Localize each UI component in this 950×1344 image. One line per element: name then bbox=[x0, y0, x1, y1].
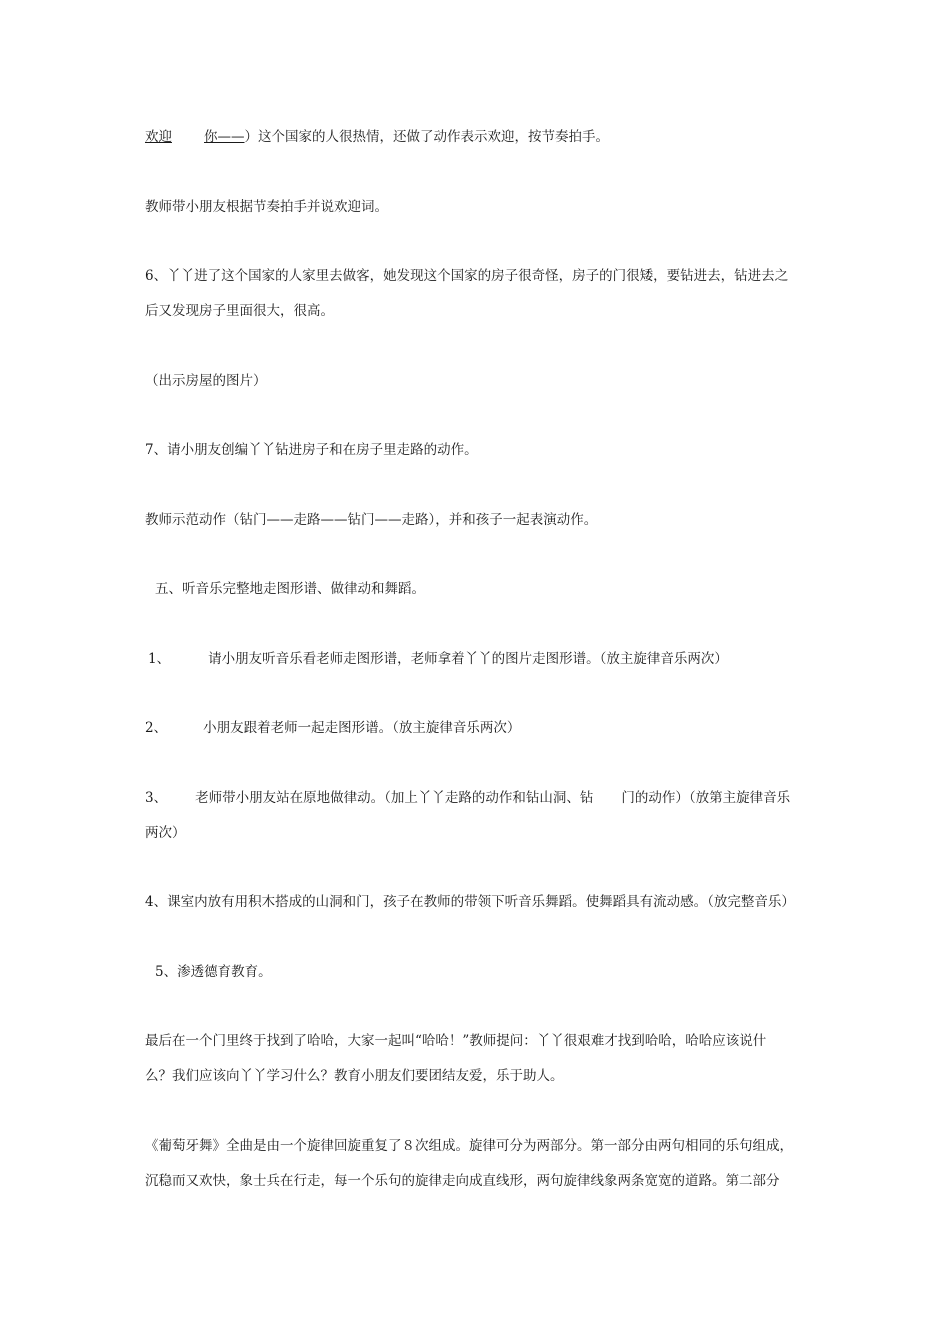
paragraph-step-6-line-2: 后又发现房子里面很大，很高。 bbox=[145, 303, 334, 319]
list-item-3-line-1 bbox=[145, 788, 815, 808]
section-heading-five: 五、听音乐完整地走图形谱、做律动和舞蹈。 bbox=[155, 581, 425, 597]
list-item-text-continued: 门的动作）（放第主旋律音乐 bbox=[621, 790, 791, 806]
paragraph-music-analysis-line-2: 沉稳而又欢快，象士兵在行走，每一个乐句的旋律走向成直线形，两句旋律线象两条宽宽的道路。第二部分 bbox=[145, 1173, 780, 1189]
underlined-word-you: 你—— bbox=[204, 129, 245, 145]
list-item-number: 3、 bbox=[145, 790, 168, 806]
list-item-text: 小朋友跟着老师一起走图形谱。（放主旋律音乐两次） bbox=[203, 720, 521, 736]
list-item-5: 5、渗透德育教育。 bbox=[155, 964, 272, 980]
list-item-text: 请小朋友听音乐看老师走图形谱，老师拿着丫丫的图片走图形谱。（放主旋律音乐两次） bbox=[208, 651, 728, 667]
list-item-3-line-2: 两次） bbox=[145, 825, 186, 841]
paragraph-music-analysis-line-1: 《葡萄牙舞》全曲是由一个旋律回旋重复了８次组成。旋律可分为两部分。第一部分由两句相同的乐句组成， bbox=[145, 1138, 793, 1154]
paragraph-teacher-clap: 教师带小朋友根据节奏拍手并说欢迎词。 bbox=[145, 199, 388, 215]
underlined-word-welcome: 欢迎 bbox=[145, 129, 172, 145]
paragraph-show-house-picture: （出示房屋的图片） bbox=[145, 373, 267, 389]
paragraph-ending-line-1: 最后在一个门里终于找到了哈哈，大家一起叫“哈哈！”教师提问：丫丫很艰难才找到哈哈，哈哈应该说什 bbox=[145, 1033, 767, 1049]
paragraph-ending-line-2: 么？我们应该向丫丫学习什么？教育小朋友们要团结友爱，乐于助人。 bbox=[145, 1068, 564, 1084]
list-item-2 bbox=[145, 718, 815, 738]
list-item-text: 老师带小朋友站在原地做律动。（加上丫丫走路的动作和钻山洞、钻 bbox=[195, 790, 594, 806]
list-item-1 bbox=[148, 649, 818, 669]
paragraph-step-7: 7、请小朋友创编丫丫钻进房子和在房子里走路的动作。 bbox=[145, 442, 478, 458]
paragraph-step-6-line-1: 6、丫丫进了这个国家的人家里去做客，她发现这个国家的房子很奇怪，房子的门很矮，要钻进去，钻进去之 bbox=[145, 268, 789, 284]
list-item-number: 2、 bbox=[145, 720, 168, 736]
paragraph-text: ）这个国家的人很热情，还做了动作表示欢迎，按节奏拍手。 bbox=[244, 129, 609, 145]
paragraph-teacher-demo: 教师示范动作（钻门——走路——钻门——走路），并和孩子一起表演动作。 bbox=[145, 512, 598, 528]
list-item-4: 4、课室内放有用积木搭成的山洞和门，孩子在教师的带领下听音乐舞蹈。使舞蹈具有流动感。（放完整音乐） bbox=[145, 894, 795, 910]
list-item-number: 1、 bbox=[148, 651, 171, 667]
paragraph-welcome-clap bbox=[145, 127, 815, 147]
